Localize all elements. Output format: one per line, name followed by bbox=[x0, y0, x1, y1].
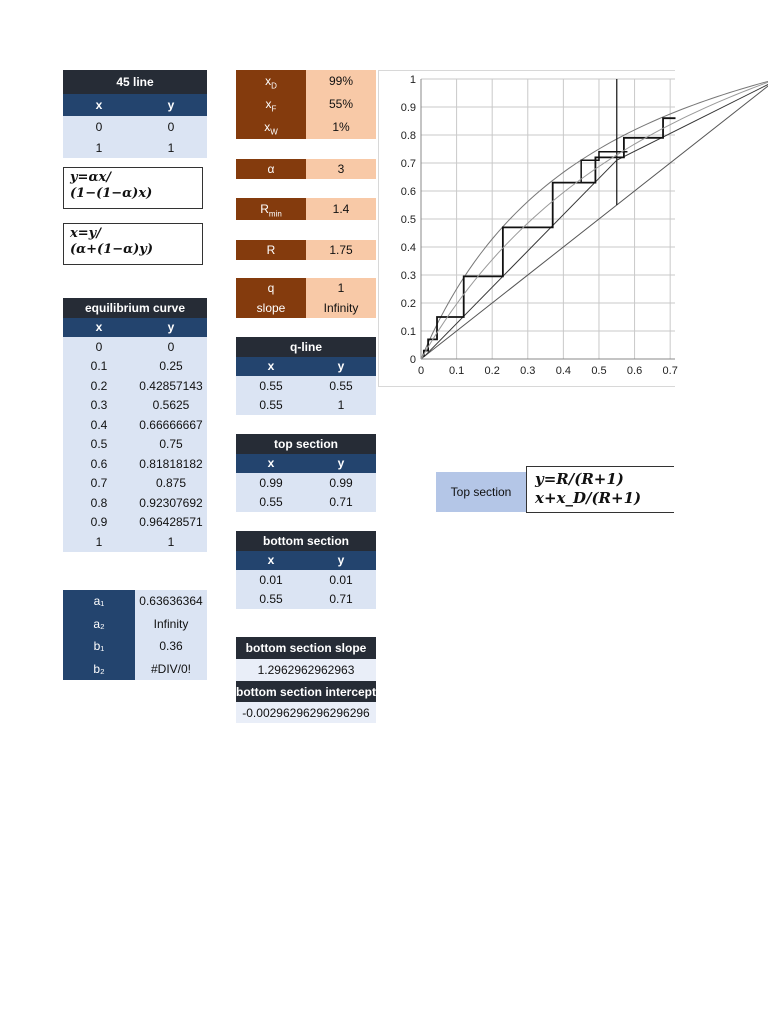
rmin-label: $R_{min}$ bbox=[236, 198, 306, 220]
table-cell: 0.66666667 bbox=[135, 415, 207, 435]
x-tick-label: 0.3 bbox=[520, 365, 536, 377]
mccabe-thiele-chart bbox=[378, 70, 678, 387]
bottom-intercept-title: bottom section intercept bbox=[236, 681, 376, 702]
formula-line: y=R/(R+1) bbox=[535, 470, 624, 488]
formula-line: x=y/ bbox=[70, 226, 101, 241]
top-section-title: top section bbox=[236, 434, 376, 454]
xf-label: $x_F$ bbox=[236, 93, 306, 116]
table-cell: 0 bbox=[135, 337, 207, 357]
equilibrium-col-x: x bbox=[63, 318, 135, 338]
equilibrium-row bbox=[63, 376, 207, 396]
series-bottom-section bbox=[425, 160, 617, 356]
r-value[interactable]: 1.75 bbox=[306, 240, 376, 260]
table-cell: 0.55 bbox=[306, 376, 376, 396]
formula-equilibrium-x bbox=[63, 223, 203, 265]
coef-value: #DIV/0! bbox=[135, 658, 207, 681]
coef-value: 0.63636364 bbox=[135, 590, 207, 613]
table-cell: 0.92307692 bbox=[135, 493, 207, 513]
equilibrium-row bbox=[63, 513, 207, 533]
table-cell: 0.01 bbox=[236, 570, 306, 590]
slope-label: slope bbox=[236, 298, 306, 318]
table-cell: 0.42857143 bbox=[135, 376, 207, 396]
qline-col-y: y bbox=[306, 357, 376, 377]
equilibrium-row bbox=[63, 337, 207, 357]
alpha-param bbox=[236, 159, 376, 179]
bottom-intercept-value: -0.00296296296296296 bbox=[236, 702, 376, 723]
equilibrium-title: equilibrium curve bbox=[63, 298, 207, 318]
table-cell: 1 bbox=[135, 137, 207, 158]
equilibrium-row bbox=[63, 435, 207, 455]
formula-line: (1−(1−α)x) bbox=[70, 186, 153, 201]
q-param bbox=[236, 278, 376, 318]
y-tick-label: 0.2 bbox=[400, 298, 416, 310]
table-cell: 0 bbox=[135, 116, 207, 137]
rmin-value[interactable]: 1.4 bbox=[306, 198, 376, 220]
y-tick-label: 0.5 bbox=[400, 214, 416, 226]
top-section-label: Top section bbox=[436, 472, 526, 512]
formula-top-section bbox=[526, 466, 674, 513]
series-steps bbox=[424, 118, 676, 357]
x-tick-label: 0.7 bbox=[662, 365, 678, 377]
table-cell: 0.6 bbox=[63, 454, 135, 474]
y-tick-label: 0.3 bbox=[400, 270, 416, 282]
table-cell: 0.2 bbox=[63, 376, 135, 396]
table-cell: 0.8 bbox=[63, 493, 135, 513]
qline-table bbox=[236, 337, 376, 415]
bottom-slope-table bbox=[236, 637, 376, 723]
alpha-value[interactable]: 3 bbox=[306, 159, 376, 179]
bottom-col-x: x bbox=[236, 551, 306, 571]
y-tick-label: 0 bbox=[409, 354, 416, 366]
xd-value[interactable]: 99% bbox=[306, 70, 376, 93]
table-cell: 1 bbox=[63, 137, 135, 158]
x-tick-label: 0.2 bbox=[484, 365, 500, 377]
table-cell: 0.01 bbox=[306, 570, 376, 590]
coef-value: Infinity bbox=[135, 613, 207, 636]
table-cell: 0.99 bbox=[306, 473, 376, 493]
series-top-section bbox=[617, 82, 768, 160]
formula-line: (α+(1−α)y) bbox=[70, 242, 153, 257]
coefficient-table bbox=[63, 590, 207, 680]
y-tick-label: 0.6 bbox=[400, 186, 416, 198]
equilibrium-row bbox=[63, 532, 207, 552]
xw-label: $x_W$ bbox=[236, 116, 306, 139]
table-cell: 0.4 bbox=[63, 415, 135, 435]
coef-label: a₁ bbox=[63, 590, 135, 613]
top-section-table bbox=[236, 434, 376, 512]
xd-label: $x_D$ bbox=[236, 70, 306, 93]
line45-col-x: x bbox=[63, 94, 135, 116]
table-cell: 0.5625 bbox=[135, 396, 207, 416]
bottom-slope-title: bottom section slope bbox=[236, 637, 376, 659]
top-col-x: x bbox=[236, 454, 306, 474]
table-cell: 0.55 bbox=[236, 590, 306, 610]
slope-value: Infinity bbox=[306, 298, 376, 318]
x-tick-label: 0.1 bbox=[448, 365, 465, 377]
table-cell: 0.875 bbox=[135, 474, 207, 494]
table-cell: 0 bbox=[63, 337, 135, 357]
coef-label: a₂ bbox=[63, 613, 135, 636]
y-tick-label: 0.7 bbox=[400, 158, 416, 170]
xw-value[interactable]: 1% bbox=[306, 116, 376, 139]
coef-label: b₂ bbox=[63, 658, 135, 681]
table-cell: 0.55 bbox=[236, 396, 306, 416]
table-cell: 1 bbox=[63, 532, 135, 552]
equilibrium-row bbox=[63, 493, 207, 513]
y-tick-label: 1 bbox=[409, 74, 416, 86]
alpha-label: α bbox=[236, 159, 306, 179]
line45-title: 45 line bbox=[63, 70, 207, 94]
top-col-y: y bbox=[306, 454, 376, 474]
table-cell: 0.5 bbox=[63, 435, 135, 455]
composition-params bbox=[236, 70, 376, 139]
y-tick-label: 0.8 bbox=[400, 130, 416, 142]
series-steps-min bbox=[581, 152, 627, 183]
table-cell: 0 bbox=[63, 116, 135, 137]
y-tick-label: 0.1 bbox=[400, 326, 416, 338]
xf-value[interactable]: 55% bbox=[306, 93, 376, 116]
line45-table bbox=[63, 70, 207, 158]
bottom-section-table bbox=[236, 531, 376, 609]
r-label: R bbox=[236, 240, 306, 260]
q-value[interactable]: 1 bbox=[306, 278, 376, 298]
y-tick-label: 0.9 bbox=[400, 102, 416, 114]
table-cell: 0.81818182 bbox=[135, 454, 207, 474]
table-cell: 0.25 bbox=[135, 357, 207, 377]
table-cell: 0.96428571 bbox=[135, 513, 207, 533]
x-tick-label: 0.6 bbox=[626, 365, 643, 377]
formula-line: y=αx/ bbox=[70, 170, 111, 185]
table-cell: 0.55 bbox=[236, 493, 306, 513]
table-cell: 0.75 bbox=[135, 435, 207, 455]
coef-value: 0.36 bbox=[135, 635, 207, 658]
qline-col-x: x bbox=[236, 357, 306, 377]
y-tick-label: 0.4 bbox=[400, 242, 416, 254]
q-label: q bbox=[236, 278, 306, 298]
qline-title: q-line bbox=[236, 337, 376, 357]
equilibrium-row bbox=[63, 474, 207, 494]
x-tick-label: 0 bbox=[417, 365, 425, 377]
rmin-param bbox=[236, 198, 376, 220]
table-cell: 1 bbox=[306, 396, 376, 416]
equilibrium-col-y: y bbox=[135, 318, 207, 338]
equilibrium-row bbox=[63, 415, 207, 435]
bottom-col-y: y bbox=[306, 551, 376, 571]
formula-line: x+x_D/(R+1) bbox=[535, 489, 642, 507]
line45-col-y: y bbox=[135, 94, 207, 116]
table-cell: 0.1 bbox=[63, 357, 135, 377]
r-param bbox=[236, 240, 376, 260]
equilibrium-row bbox=[63, 454, 207, 474]
equilibrium-row bbox=[63, 396, 207, 416]
formula-equilibrium-y bbox=[63, 167, 203, 209]
table-cell: 0.71 bbox=[306, 493, 376, 513]
bottom-section-title: bottom section bbox=[236, 531, 376, 551]
x-tick-label: 0.5 bbox=[591, 365, 607, 377]
table-cell: 0.9 bbox=[63, 513, 135, 533]
equilibrium-row bbox=[63, 357, 207, 377]
x-tick-label: 0.4 bbox=[555, 365, 572, 377]
table-cell: 0.7 bbox=[63, 474, 135, 494]
table-cell: 0.71 bbox=[306, 590, 376, 610]
chart-svg bbox=[379, 71, 678, 386]
table-cell: 0.55 bbox=[236, 376, 306, 396]
equilibrium-table bbox=[63, 298, 207, 552]
coef-label: b₁ bbox=[63, 635, 135, 658]
table-cell: 1 bbox=[135, 532, 207, 552]
table-cell: 0.3 bbox=[63, 396, 135, 416]
table-cell: 0.99 bbox=[236, 473, 306, 493]
bottom-slope-value: 1.2962962962963 bbox=[236, 659, 376, 681]
